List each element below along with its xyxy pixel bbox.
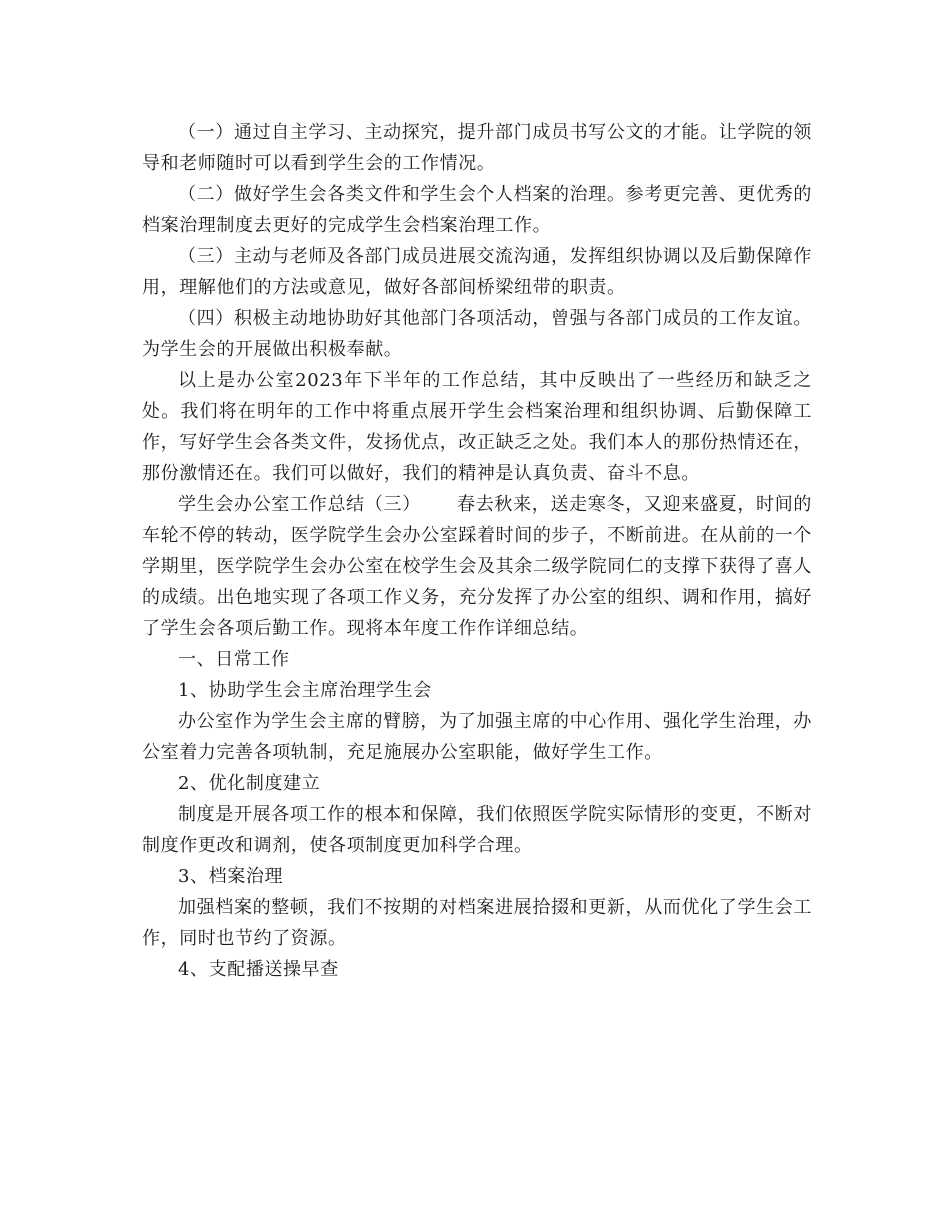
- paragraph-5: 以上是办公室2023年下半年的工作总结，其中反映出了一些经历和缺乏之处。我们将在明年的工作中将重点展开学生会档案治理和组织协调、后勤保障工作，写好学生会各类文件，发扬优点，改正缺乏之处。我们本人的那份热情还在，那份激情还在。我们可以做好，我们的精神是认真负责、奋斗不息。: [142, 370, 812, 484]
- section3-title: 学生会办公室工作总结（三）: [178, 494, 421, 515]
- section3-body: 春去秋来，送走寒冬，又迎来盛夏，时间的车轮不停的转动，医学院学生会办公室踩着时间的步子，不断前进。在从前的一个学期里，医学院学生会办公室在校学生会及其余二级学院同仁的支撑下获得了喜人的成绩。出色地实现了各项工作义务，充分发挥了办公室的组织、调和作用，搞好了学生会各项后勤工作。现将本年度工作作详细总结。: [142, 494, 812, 639]
- item1-body: 办公室作为学生会主席的臂膀，为了加强主席的中心作用、强化学生治理，办公室着力完善各项轨制，充足施展办公室职能，做好学生工作。: [142, 711, 812, 763]
- heading-daily-work: 一、日常工作: [178, 649, 290, 670]
- paragraph-4: （四）积极主动地协助好其他部门各项活动，曾强与各部门成员的工作友谊。为学生会的开展做出积极奉献。: [142, 308, 812, 360]
- paragraph-1: （一）通过自主学习、主动探究，提升部门成员书写公文的才能。让学院的领导和老师随时可以看到学生会的工作情况。: [142, 122, 812, 174]
- item2-body: 制度是开展各项工作的根本和保障，我们依照医学院实际情形的变更，不断对制度作更改和调剂，使各项制度更加科学合理。: [142, 804, 812, 856]
- paragraph-3: （三）主动与老师及各部门成员进展交流沟通，发挥组织协调以及后勤保障作用，理解他们的方法或意见，做好各部间桥梁纽带的职责。: [142, 246, 812, 298]
- section3-paragraph: [142, 489, 812, 644]
- paragraph-2: （二）做好学生会各类文件和学生会个人档案的治理。参考更完善、更优秀的档案治理制度去更好的完成学生会档案治理工作。: [142, 184, 812, 236]
- item3-title: 3、档案治理: [178, 866, 284, 887]
- item1-title: 1、协助学生会主席治理学生会: [178, 680, 432, 701]
- item4-title: 4、支配播送操早查: [178, 959, 339, 980]
- item3-body: 加强档案的整顿，我们不按期的对档案进展拾掇和更新，从而优化了学生会工作，同时也节约了资源。: [142, 897, 812, 949]
- document-body: [142, 117, 812, 985]
- item2-title: 2、优化制度建立: [178, 773, 321, 794]
